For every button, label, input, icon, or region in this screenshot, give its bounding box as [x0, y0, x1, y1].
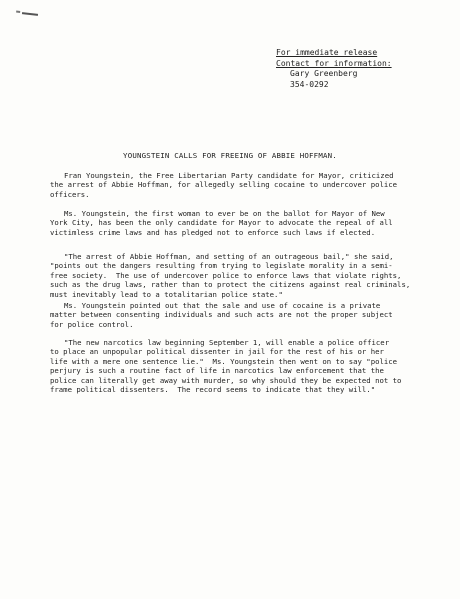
- contact-name: Gary Greenberg: [290, 69, 358, 78]
- paragraph-3: "The arrest of Abbie Hoffman, and setting of an outrageous bail," she said, "points out the dangers resulting from trying to legislate morality in a semi- free society. The use of undercover police to enforce laws that violate rights, such as the drug laws, rather than to protect the citizens against real criminals, must inevitably lead to a totalitarian police state.": [50, 252, 411, 299]
- contact-info-line: Contact for information:: [276, 58, 392, 68]
- paragraph-4: Ms. Youngstein pointed out that the sale and use of cocaine is a private matter between consenting individuals and such acts are not the proper subject for police control.: [50, 301, 393, 329]
- paragraph-5: "The new narcotics law beginning September 1, will enable a police officer to place an unpopular political dissenter in jail for the rest of his or her life with a mere one sentence lie." Ms. Youngstein then went on to say "police perjury is such a routine fact of life in narcotics law enforcement that the police can literally get away with murder, so why should they be expected not to frame political dissenters. The record seems to indicate that they will.": [50, 338, 402, 395]
- headline: YOUNGSTEIN CALLS FOR FREEING OF ABBIE HOFFMAN.: [123, 151, 337, 160]
- release-line: For immediate release: [276, 48, 378, 57]
- contact-block: [276, 48, 456, 90]
- paragraph-1: Fran Youngstein, the Free Libertarian Party candidate for Mayor, criticized the arrest of Abbie Hoffman, for allegedly selling cocaine to undercover police officers.: [50, 171, 398, 199]
- corner-pen-mark: [22, 12, 38, 16]
- contact-phone: 354-0292: [290, 79, 329, 89]
- paragraph-2: Ms. Youngstein, the first woman to ever be on the ballot for Mayor of New York City, has been the only candidate for Mayor to advocate the repeal of all victimless crime laws and has pledged not to enforce such laws if elected.: [50, 209, 393, 237]
